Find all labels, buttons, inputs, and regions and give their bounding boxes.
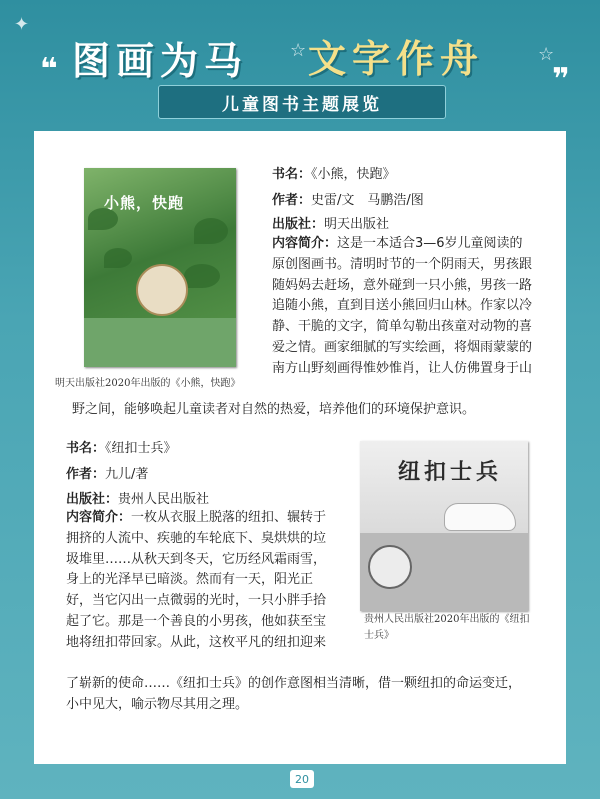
star-icon: ✦ [14,14,30,35]
subtitle-text: 儿童图书主题展览 [222,94,382,115]
book-cover-title: 纽扣士兵 [398,460,503,485]
award-badge-icon [136,264,188,316]
page-header [0,0,600,128]
quote-right-icon: ❞ [552,62,570,97]
subtitle-banner [158,85,446,119]
book-title-line: 书名：《纽扣士兵》 [66,441,177,456]
book-cover-image [360,441,528,611]
book-publisher-line: 出版社：明天出版社 [272,217,390,232]
star-icon: ☆ [538,44,555,65]
book-caption: 明天出版社2020年出版的《小熊，快跑》 [55,378,241,389]
book-summary: 内容简介：一枚从衣服上脱落的纽扣、辗转于 拥挤的人流中、疾驰的车轮底下、臭烘烘的垃 圾堆里……从秋天到冬天，它历经风霜雨雪， 身上的光泽早已暗淡。然而有一天，阳光正 好，当它闪出一点微弱的光时，一只小胖手拾 起了它。那是一个善良的小男孩，他如获至宝 地将纽扣带回家。从此，这枚平凡的纽扣迎来 [66,510,327,650]
book-summary-line: 了崭新的使命……《纽扣士兵》的创作意图相当清晰，借一颗纽扣的命运变迁， [66,676,522,691]
book-publisher-line: 出版社：贵州人民出版社 [66,492,210,507]
book-cover-title: 小熊，快跑 [104,194,185,212]
quote-left-icon: ❝ [40,52,58,87]
book-author-line: 作者：九儿/著 [66,467,149,482]
book-title-line: 书名：《小熊，快跑》 [272,167,396,182]
book-summary: 内容简介：这是一本适合3—6岁儿童阅读的 原创图画书。清明时节的一个阴雨天，男孩跟 随妈妈去赶场，意外碰到一只小熊，男孩一路 追随小熊，直到目送小熊回归山林。作家以冷 静、干脆的文字，简单勾勒出孩童对动物的喜 爱之情。画家细腻的写实绘画，将烟雨蒙蒙的 南方山野刻画得惟妙惟肖，让人仿佛置身于山 [272,236,533,376]
cat-illustration [444,503,516,531]
book-author-line: 作者：史雷/文 马鹏浩/图 [272,193,424,208]
title-left: 图画为马 [72,39,249,83]
book-summary-line: 小中见大，喻示物尽其用之理。 [66,697,249,712]
book-cover-image [84,168,236,367]
book-caption: 贵州人民出版社2020年出版的《纽扣士兵》 [364,614,530,641]
book-summary-last-line: 野之间，能够唤起儿童读者对自然的热爱，培养他们的环境保护意识。 [72,402,476,417]
star-icon: ☆ [290,40,307,61]
page-number: 20 [290,770,314,788]
title-right: 文字作舟 [308,37,485,81]
award-badge-icon [368,545,412,589]
